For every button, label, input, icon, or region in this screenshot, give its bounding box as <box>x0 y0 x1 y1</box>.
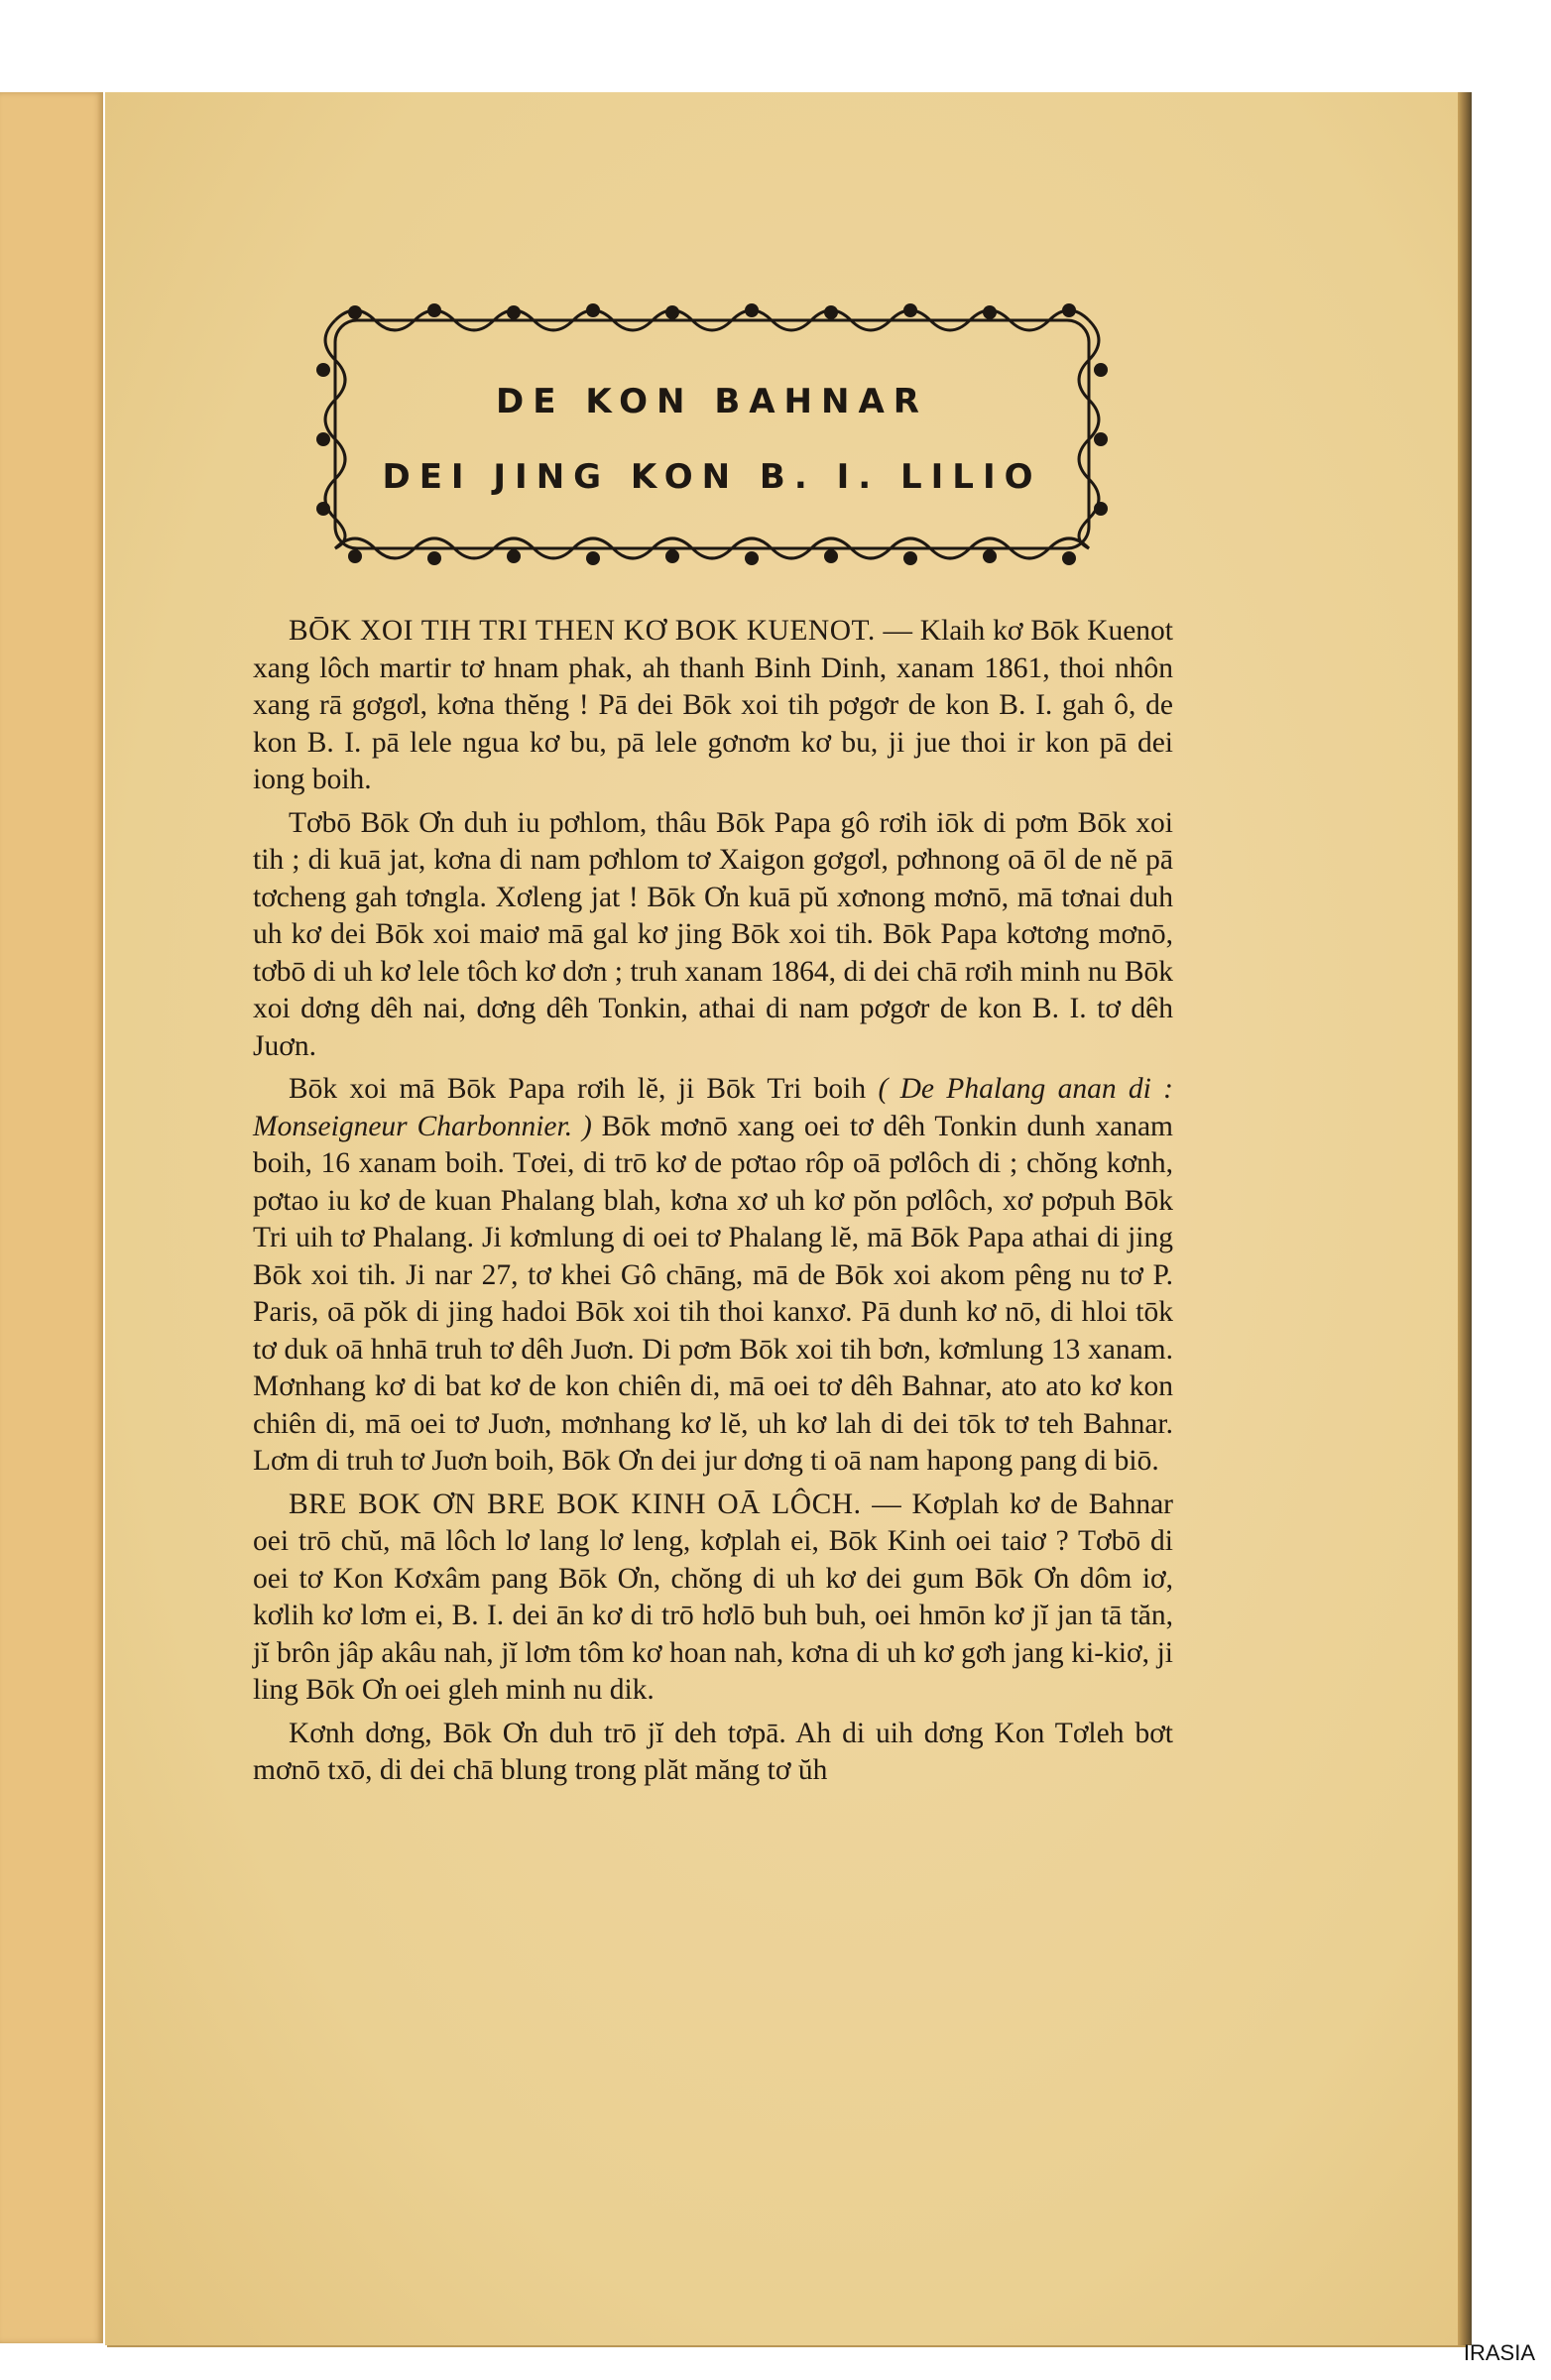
paragraph-5: Kơnh dơng, Bōk Ơn duh trō jĭ deh tơpā. Ah di uih dơng Kon Tơleh bơt mơnō txō, di dei chā blung trong plăt măng tơ ŭh <box>253 1717 1173 1786</box>
paragraph-1-text: — Klaih kơ Bōk Kuenot xang lôch martir tơ hnam phak, ah thanh Binh Dinh, xanam 1861, thoi nhôn xang rā gơgơl, kơna thĕng ! Pā dei Bōk xoi tih pơgơr de kon B. I. gah ô, de kon B. I. pā lele ngua kơ bu, pā lele gơnơm kơ bu, ji jue thoi ir kon pā dei iong boih. <box>253 615 1173 795</box>
watermark: IRASIA <box>1463 2340 1535 2365</box>
vine-border-icon <box>296 291 1129 578</box>
paragraph-3-text-b: Bōk mơnō xang oei tơ dêh Tonkin dunh xanam boih, 16 xanam boih. Tơei, di trō kơ de pơtao rôp oā pơlôch di ; chŏng kơnh, pơtao iu kơ de kuan Phalang blah, kơna xơ uh kơ pŏn pơlôch, xơ pơpuh Bōk Tri uih tơ Phalang. Ji kơmlung di oei tơ Phalang lĕ, mā Bōk Papa athai di jing Bōk xoi tih. Ji nar 27, tơ khei Gô chāng, mā de Bōk xoi akom pêng nu tơ P. Paris, oā pŏk di jing hadoi Bōk xoi tih thoi kanxơ. Pā dunh kơ nō, di hloi tōk tơ duk oā hnhā truh tơ dêh Juơn. Di pơm Bōk xoi tih bơn, kơmlung 13 xanam. Mơnhang kơ di bat kơ de kon chiên di, mā oei tơ dêh Bahnar, ato ato kơ kon chiên di, mā oei tơ Juơn, mơnhang kơ lĕ, uh kơ lah di dei tōk tơ teh Bahnar. Lơm di truh tơ Juơn boih, Bōk Ơn dei jur dơng ti oā nam hapong pang di biō. <box>253 1110 1173 1477</box>
section-heading-2: BRE BOK ƠN BRE BOK KINH OĀ LÔCH. <box>289 1488 862 1520</box>
paragraph-3 <box>253 1071 1173 1481</box>
body-text <box>253 613 1173 1796</box>
paragraph-3-italic: ( De Phalang anan di : Monseigneur Charbonnier. ) <box>253 1073 1173 1142</box>
title-line-1: DE KON BAHNAR <box>496 382 928 421</box>
previous-page-edge <box>0 92 103 2343</box>
paragraph-4-text: — Kơplah kơ de Bahnar oei trō chŭ, mā lôch lơ lang lơ leng, kơplah ei, Bōk Kinh oei taiơ ? Tơbō di oei tơ Kon Kơxâm pang Bōk Ơn, chŏng di uh kơ dei gum Bōk Ơn dôm iơ, kơlih kơ lơm ei, B. I. dei ān kơ di trō hơlō buh buh, oei hmōn kơ jĭ jan tā tăn, jĭ brôn jâp akâu nah, jĭ lơm tôm kơ hoan nah, kơna di uh kơ gơh jang ki-kiơ, ji ling Bōk Ơn oei gleh minh nu dik. <box>253 1488 1173 1706</box>
title-ornamental-frame <box>296 291 1129 578</box>
page-right-edge <box>1458 92 1472 2345</box>
paragraph-1 <box>253 613 1173 799</box>
paragraph-2: Tơbō Bōk Ơn duh iu pơhlom, thâu Bōk Papa gô rơih iōk di pơm Bōk xoi tih ; di kuā jat, kơna di nam pơhlom tơ Xaigon gơgơl, pơhnong oā ōl de nĕ pā tơcheng gah tơngla. Xơleng jat ! Bōk Ơn kuā pŭ xơnong mơnō, mā tơnai duh uh kơ dei Bōk xoi maiơ mā gal kơ jing Bōk xoi tih. Bōk Papa kơtơng mơnō, tơbō di uh kơ lele tôch kơ dơn ; truh xanam 1864, di dei chā rơih minh nu Bōk xoi dơng dêh nai, dơng dêh Tonkin, athai di nam pơgơr de kon B. I. tơ dêh Juơn. <box>253 806 1173 1062</box>
paragraph-4 <box>253 1487 1173 1710</box>
paragraph-3-text-a: Bōk xoi mā Bōk Papa rơih lĕ, ji Bōk Tri boih <box>289 1073 867 1105</box>
title-line-2: DEI JING KON B. I. LILIO <box>382 457 1042 497</box>
section-heading-1: BŌK XOI TIH TRI THEN KƠ BOK KUENOT. <box>289 615 876 647</box>
